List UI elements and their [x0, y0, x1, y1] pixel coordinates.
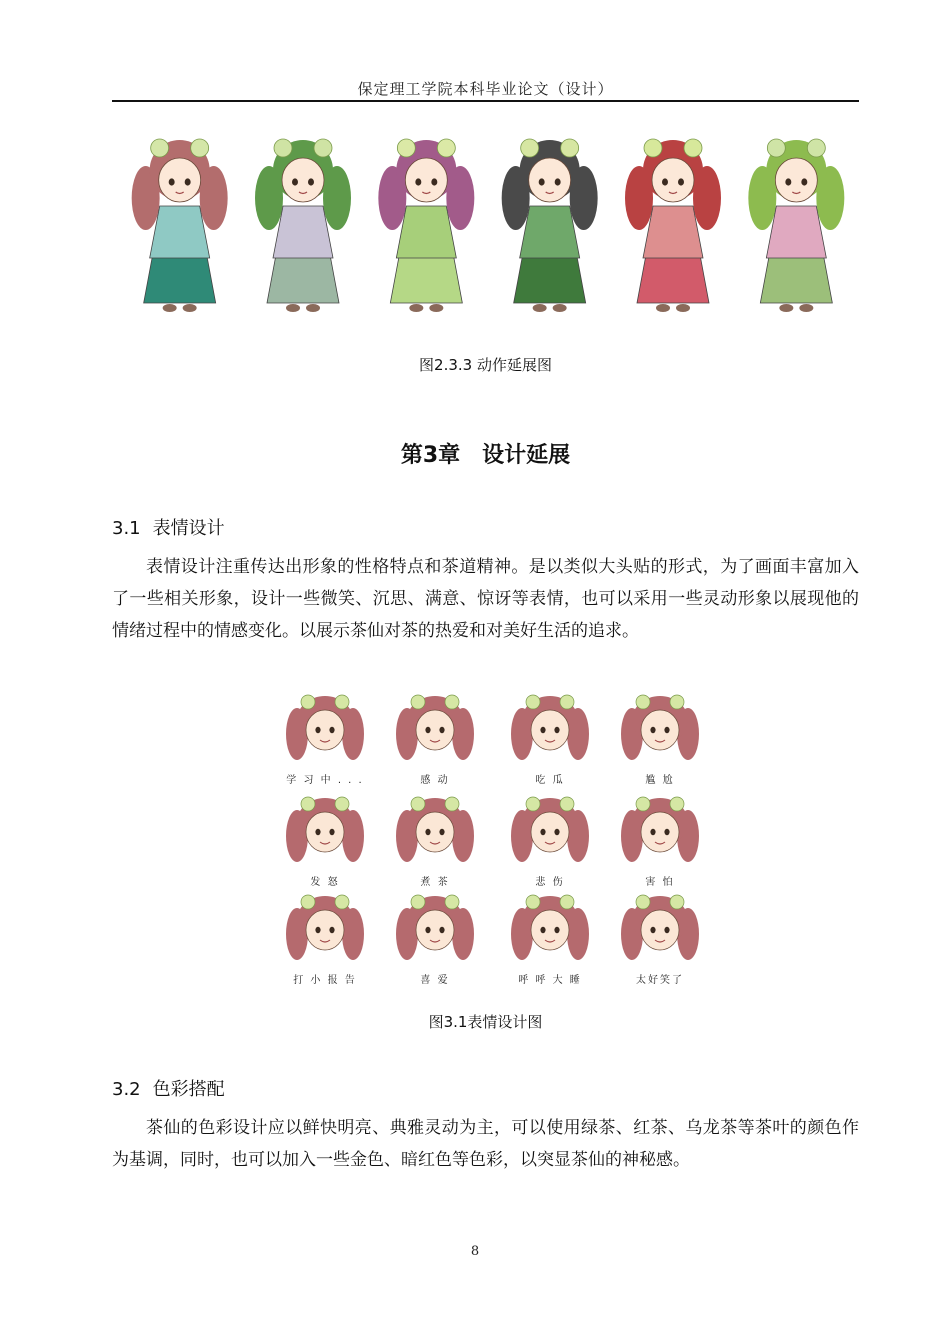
expression-cell [380, 792, 490, 888]
chapter-title: 设计延展 [482, 443, 571, 468]
section-3-1-paragraph: 表情设计注重传达出形象的性格特点和茶道精神。是以类似大头贴的形式，为了画面丰富加入了一些相关形象，设计一些微笑、沉思、满意、惊讶等表情，也可以采用一些灵动形象以展现他的情绪过程中的情感变化。以展示茶仙对茶的热爱和对美好生活的追求。 [112, 557, 859, 641]
expression-cell [495, 792, 605, 888]
expression-design-figure [270, 690, 720, 990]
expression-head-icon [270, 690, 380, 770]
expression-label: 发 怒 [310, 877, 340, 888]
expression-head-icon [495, 890, 605, 970]
expression-cell [605, 792, 715, 888]
expression-head-icon [605, 792, 715, 872]
expression-head-icon [495, 690, 605, 770]
section-title: 表情设计 [152, 518, 225, 539]
section-number: 3.2 [112, 1079, 141, 1100]
expression-label: 害 怕 [645, 877, 675, 888]
character-illustration [255, 139, 351, 312]
expression-cell [495, 690, 605, 786]
expression-label: 感 动 [420, 775, 450, 786]
expression-label: 学 习 中 . . . [286, 775, 364, 786]
expression-cell [605, 690, 715, 786]
action-extension-figure [118, 118, 858, 338]
expression-label: 煮 茶 [420, 877, 450, 888]
section-heading-3-2 [112, 1075, 225, 1101]
expression-label: 悲 伤 [535, 877, 565, 888]
section-3-2-paragraph: 茶仙的色彩设计应以鲜快明亮、典雅灵动为主，可以使用绿茶、红茶、乌龙茶等茶叶的颜色作为基调，同时，也可以加入一些金色、暗红色等色彩，以突显茶仙的神秘感。 [112, 1118, 859, 1170]
expression-cell [270, 690, 380, 786]
figure-caption-2-3-3: 图2.3.3 动作延展图 [419, 356, 552, 374]
character-illustration [502, 139, 598, 312]
expression-head-icon [495, 792, 605, 872]
character-illustration [748, 139, 844, 312]
expression-label: 吃 瓜 [535, 775, 565, 786]
expression-label: 打 小 报 告 [293, 975, 357, 986]
expression-cell [380, 690, 490, 786]
character-illustration [378, 139, 474, 312]
expression-label: 呼 呼 大 睡 [518, 975, 582, 986]
expression-head-icon [605, 890, 715, 970]
expression-head-icon [605, 690, 715, 770]
character-illustration [625, 139, 721, 312]
page-number: 8 [470, 1244, 480, 1259]
expression-cell [270, 792, 380, 888]
expression-head-icon [270, 890, 380, 970]
expression-label: 尴 尬 [645, 775, 675, 786]
expression-head-icon [380, 792, 490, 872]
expression-cell [380, 890, 490, 986]
expression-head-icon [380, 690, 490, 770]
expression-cell [270, 890, 380, 986]
section-heading-3-1 [112, 514, 225, 540]
expression-head-icon [270, 792, 380, 872]
section-number: 3.1 [112, 518, 141, 539]
expression-cell [605, 890, 715, 986]
section-title: 色彩搭配 [152, 1079, 225, 1100]
expression-label: 喜 爱 [420, 975, 450, 986]
running-header: 保定理工学院本科毕业论文（设计） [357, 80, 614, 98]
header-rule [112, 100, 859, 102]
expression-label: 太好笑了 [636, 975, 684, 986]
chapter-number: 第3章 [400, 443, 461, 468]
character-illustration [132, 139, 228, 312]
expression-head-icon [380, 890, 490, 970]
expression-cell [495, 890, 605, 986]
figure-caption-3-1: 图3.1表情设计图 [428, 1013, 543, 1031]
chapter-heading [112, 438, 859, 469]
